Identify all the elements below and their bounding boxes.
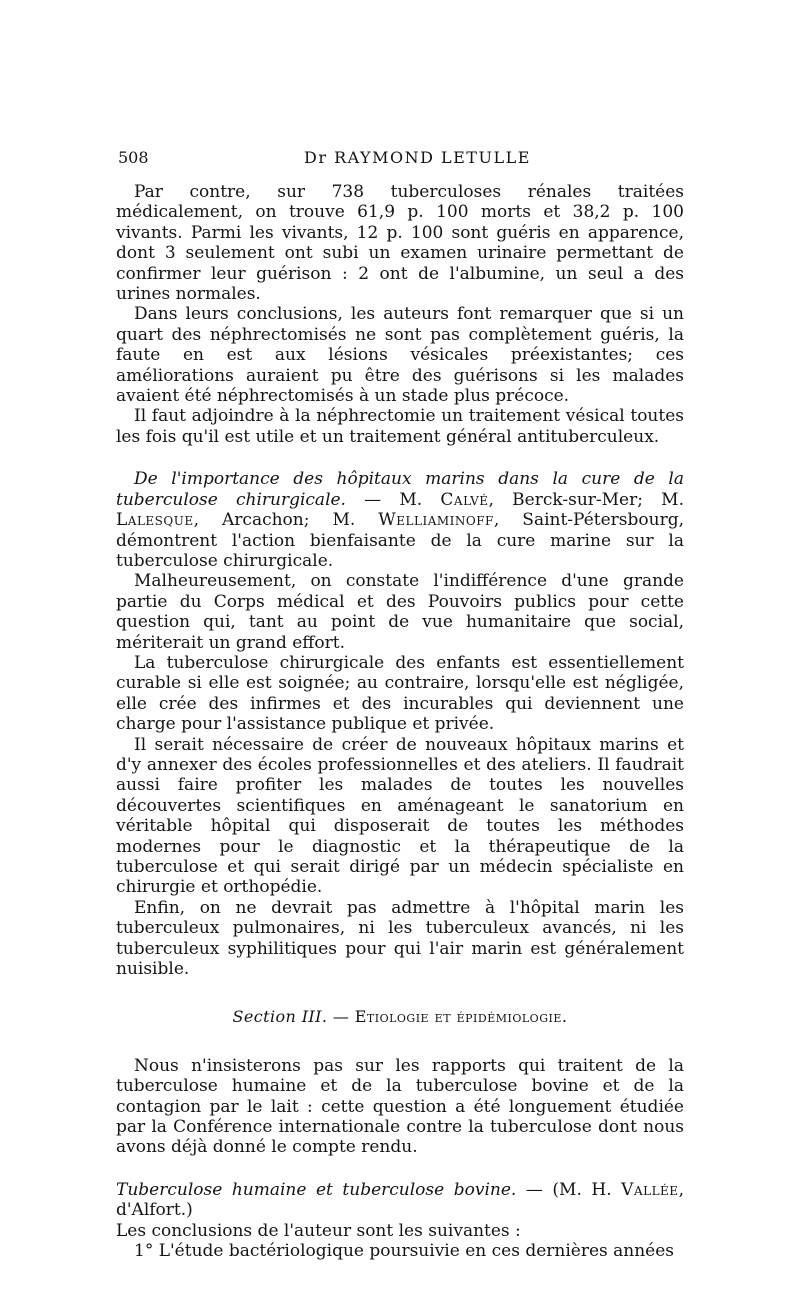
- article-title: De l'importance des hôpitaux marins dans la cure de la tuberculose chirurgicale.: [116, 469, 684, 510]
- text-run: — (M. H.: [516, 1179, 622, 1200]
- section-heading: [116, 1007, 684, 1027]
- paragraph-new-hospitals: Il serait nécessaire de créer de nouveaux hôpitaux marins et d'y annexer des écoles professionnelles et des ateliers. Il faudrait aussi faire profiter les malades de toutes les nouvelles découvertes scientifiques en aménageant le sanatorium en véritable hôpital qui disposerait de toutes les méthodes modernes pour le diagnostic et la thérapeutique de la tuberculose et qui serait dirigé par un médecin spécialiste en chirurgie et orthopédie.: [116, 734, 684, 898]
- paragraph-bacteriological: 1° L'étude bactériologique poursuivie en ces dernières années: [134, 1241, 675, 1262]
- paragraph-indifference: Malheureusement, on constate l'indifférence d'une grande partie du Corps médical et des Pouvoirs publics pour cette question qui, tant au point de vue humanitaire que social, mériterait un grand effort.: [116, 571, 684, 653]
- text-run: — M.: [345, 489, 441, 510]
- paragraph-bovine-intro: Nous n'insisterons pas sur les rapports qui traitent de la tuberculose humaine et de la tuberculose bovine et de la contagion par le lait : cette question a été longuement étudiée par la Conférence internationale contre la tuberculose dont nous avons déjà donné le compte rendu.: [116, 1055, 684, 1158]
- article-title: Tuberculose humaine et tuberculose bovine.: [116, 1179, 517, 1200]
- section-label: Section III.: [232, 1007, 328, 1027]
- paragraph-conclusions: Dans leurs conclusions, les auteurs font remarquer que si un quart des néphrectomisés ne sont pas complètement guéris, la faute en est aux lésions vésicales préexistantes; ces améliorations auraient pu être des guérisons si les malades avaient été néphrectomisés à un stade plus précoce.: [116, 304, 684, 407]
- page-body: [116, 182, 684, 1262]
- section-title: Etiologie et épidémiologie.: [354, 1007, 568, 1027]
- paragraph-curable: La tuberculose chirurgicale des enfants est essentiellement curable si elle est soignée; au contraire, lorsqu'elle est négligée, elle crée des infirmes et des incurables qui deviennent une charge pour l'assistance publique et privée.: [116, 652, 684, 735]
- paragraph-marine-hospitals: [116, 469, 684, 571]
- text-run: —: [327, 1007, 355, 1027]
- paragraph-author-conclusions: Les conclusions de l'auteur sont les suivantes :: [116, 1220, 521, 1241]
- running-head: Dr RAYMOND LETULLE: [304, 148, 531, 167]
- text-run: , Saint-Pétersbourg, démontrent l'action bienfaisante de la cure marine sur la tuberculose chirurgicale.: [116, 510, 684, 571]
- author-name: Welliaminoff: [378, 510, 494, 531]
- author-name: Lalesque: [116, 510, 194, 531]
- paragraph-exclusions: Enfin, on ne devrait pas admettre à l'hôpital marin les tuberculeux pulmonaires, ni les tuberculeux avancés, ni les tuberculeux syphilitiques pour qui l'air marin est généralement nuisible.: [116, 897, 684, 980]
- text-run: , d'Alfort.): [116, 1179, 684, 1221]
- paragraph-bovine-heading: [116, 1180, 684, 1221]
- spacer: [116, 447, 684, 469]
- paragraph-vesical-treatment: Il faut adjoindre à la néphrectomie un traitement vésical toutes les fois qu'il est utile et un traitement général antituberculeux.: [116, 406, 684, 447]
- spacer: [116, 1028, 684, 1056]
- text-run: , Berck-sur-Mer; M.: [488, 489, 684, 510]
- text-run: , Arcachon; M.: [193, 510, 379, 531]
- spacer: [116, 1158, 684, 1180]
- spacer: [116, 979, 684, 1007]
- author-name: Vallée: [621, 1179, 679, 1200]
- page-header: [118, 148, 684, 174]
- paragraph-renal-results: Par contre, sur 738 tuberculoses rénales traitées médicalement, on trouve 61,9 p. 100 morts et 38,2 p. 100 vivants. Parmi les vivants, 12 p. 100 sont guéris en apparence, dont 3 seulement ont subi un examen urinaire permettant de confirmer leur guérison : 2 ont de l'albumine, un seul a des urines normales.: [116, 182, 684, 305]
- author-name: Calvé: [440, 489, 489, 510]
- page-number: 508: [118, 148, 149, 167]
